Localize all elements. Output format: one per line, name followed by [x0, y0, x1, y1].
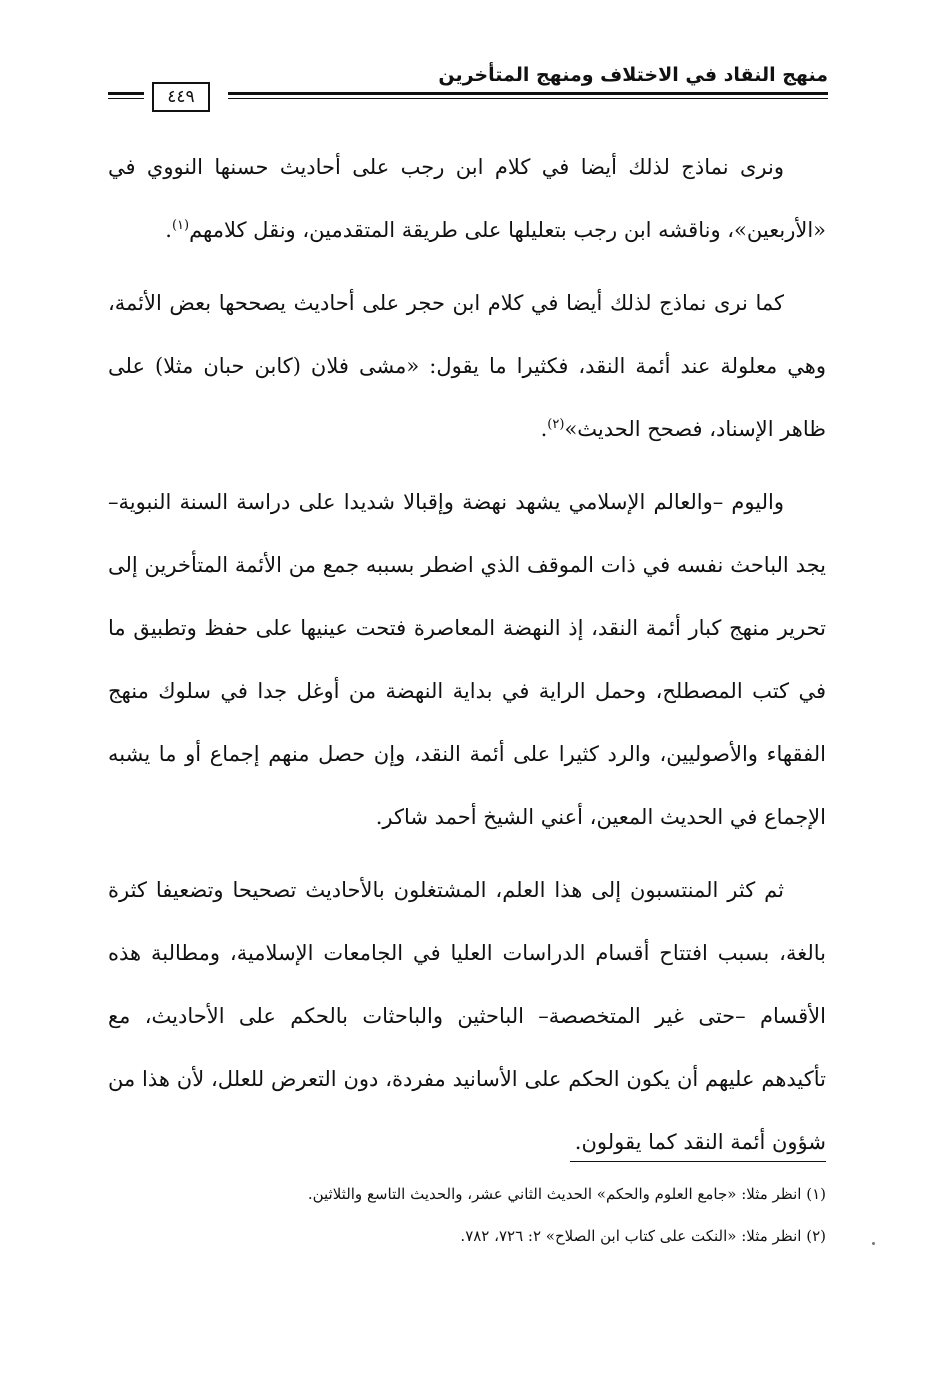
paragraph-1: [108, 136, 826, 262]
footnotes: [108, 1176, 826, 1260]
footnote-ref-2[interactable]: (٢): [547, 417, 565, 432]
footnote-1: (١) انظر مثلا: «جامع العلوم والحكم» الحديث الثاني عشر، والحديث التاسع والثلاثين.: [307, 1185, 826, 1203]
header-rule-thin: [228, 98, 828, 99]
page-header: [108, 62, 828, 118]
page-number: ٤٤٩: [152, 82, 210, 112]
paragraph-1-text: ونرى نماذج لذلك أيضا في كلام ابن رجب على أحاديث حسنها النووي في «الأربعين»، وناقشه ابن رجب بتعليلها على طريقة المتقدمين، ونقل كلامهم: [108, 155, 826, 242]
paragraph-2-text: كما نرى نماذج لذلك أيضا في كلام ابن حجر على أحاديث يصححها بعض الأئمة، وهي معلولة عند أئمة النقد، فكثيرا ما يقول: «مشى فلان (كابن حبان مثلا) على ظاهر الإسناد، فصحح الحديث»: [108, 291, 826, 441]
footnote-separator: [570, 1161, 826, 1162]
header-rule-left-thick: [108, 92, 144, 95]
main-text: [108, 136, 826, 1184]
paragraph-1-end: .: [165, 218, 172, 242]
header-rule-left-thin: [108, 98, 144, 99]
paragraph-2: [108, 272, 826, 461]
running-title: منهج النقاد في الاختلاف ومنهج المتأخرين: [438, 64, 828, 86]
paragraph-2-end: .: [540, 417, 548, 441]
footnote-2: (٢) انظر مثلا: «النكت على كتاب ابن الصلاح» ٢: ٧٢٦، ٧٨٢.: [460, 1227, 826, 1245]
scan-speck: [872, 1242, 875, 1245]
paragraph-4: ثم كثر المنتسبون إلى هذا العلم، المشتغلون بالأحاديث تصحيحا وتضعيفا كثرة بالغة، بسبب افتتاح أقسام الدراسات العليا في الجامعات الإسلامية، ومطالبة هذه الأقسام –حتى غير المتخصصة– الباحثين والباحثات بالحكم على الأحاديث، مع تأكيدهم عليهم أن يكون الحكم على الأسانيد مفردة، دون التعرض للعلل، لأن هذا من شؤون أئمة النقد كما يقولون.: [108, 878, 826, 1154]
paragraph-3: واليوم –والعالم الإسلامي يشهد نهضة وإقبالا شديدا على دراسة السنة النبوية– يجد الباحث نفسه في ذات الموقف الذي اضطر بسببه جمع من الأئمة المتأخرين إلى تحرير منهج كبار أئمة النقد، إذ النهضة المعاصرة فتحت عينيها على حفظ وتطبيق ما في كتب المصطلح، وحمل الراية في بداية النهضة من أوغل جدا في سلوك منهج الفقهاء والأصوليين، والرد كثيرا على أئمة النقد، وإن حصل منهم إجماع أو ما يشبه الإجماع في الحديث المعين، أعني الشيخ أحمد شاكر.: [108, 490, 826, 829]
header-rule-thick: [228, 92, 828, 95]
footnote-ref-1[interactable]: (١): [171, 218, 190, 233]
